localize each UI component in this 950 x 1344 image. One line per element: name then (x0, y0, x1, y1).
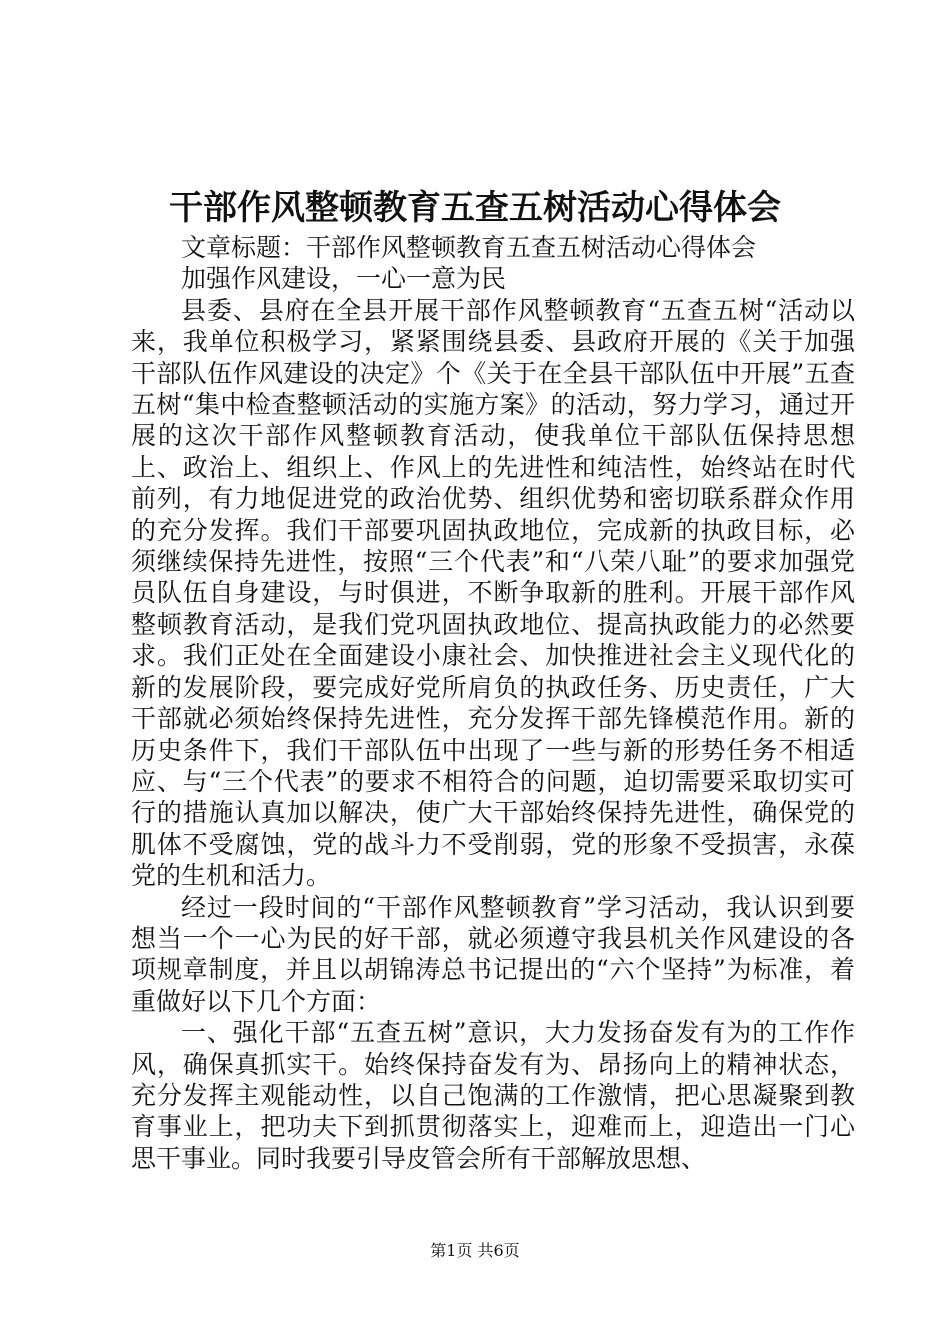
document-title: 干部作风整顿教育五查五树活动心得体会 (169, 188, 781, 228)
document-body (131, 232, 855, 1174)
page-footer: 第1页 共6页 (430, 1241, 520, 1260)
paragraph-article-title: 文章标题：干部作风整顿教育五查五树活动心得体会 (181, 233, 757, 262)
paragraph-2: 经过一段时间的“干部作风整顿教育”学习活动，我认识到要想当一个一心为民的好干部，就必须遵守我县机关作风建设的各项规章制度，并且以胡锦涛总书记提出的“六个坚持”为标准，着重做好以下几个方面： (131, 892, 855, 1016)
paragraph-subtitle: 加强作风建设，一心一意为民 (181, 264, 507, 294)
paragraph-1: 县委、县府在全县开展干部作风整顿教育“五查五树“活动以来，我单位积极学习，紧紧围绕县委、县政府开展的《关于加强干部队伍作风建设的决定》个《关于在全县干部队伍中开展”五查五树“集中检查整顿活动的实施方案》的活动，努力学习，通过开展的这次干部作风整顿教育活动，使我单位干部队伍保持思想上、政治上、组织上、作风上的先进性和纯洁性，始终站在时代前列，有力地促进党的政治优势、组织优势和密切联系群众作用的充分发挥。我们干部要巩固执政地位，完成新的执政目标，必须继续保持先进性，按照“三个代表”和“八荣八耻”的要求加强党员队伍自身建设，与时俱进，不断争取新的胜利。开展干部作风整顿教育活动，是我们党巩固执政地位、提高执政能力的必然要求。我们正处在全面建设小康社会、加快推进社会主义现代化的新的发展阶段，要完成好党所肩负的执政任务、历史责任，广大干部就必须始终保持先进性，充分发挥干部先锋模范作用。新的历史条件下，我们干部队伍中出现了一些与新的形势任务不相适应、与“三个代表”的要求不相符合的问题，迫切需要采取切实可行的措施认真加以解决，使广大干部始终保持先进性，确保党的肌体不受腐蚀，党的战斗力不受削弱，党的形象不受损害，永葆党的生机和活力。 (131, 295, 855, 891)
paragraph-3: 一、强化干部“五查五树”意识，大力发扬奋发有为的工作作风，确保真抓实干。始终保持奋发有为、昂扬向上的精神状态，充分发挥主观能动性，以自己饱满的工作激情，把心思凝聚到教育事业上，把功夫下到抓贯彻落实上，迎难而上，迎造出一门心思干事业。同时我要引导皮管会所有干部解放思想、 (131, 1018, 855, 1173)
